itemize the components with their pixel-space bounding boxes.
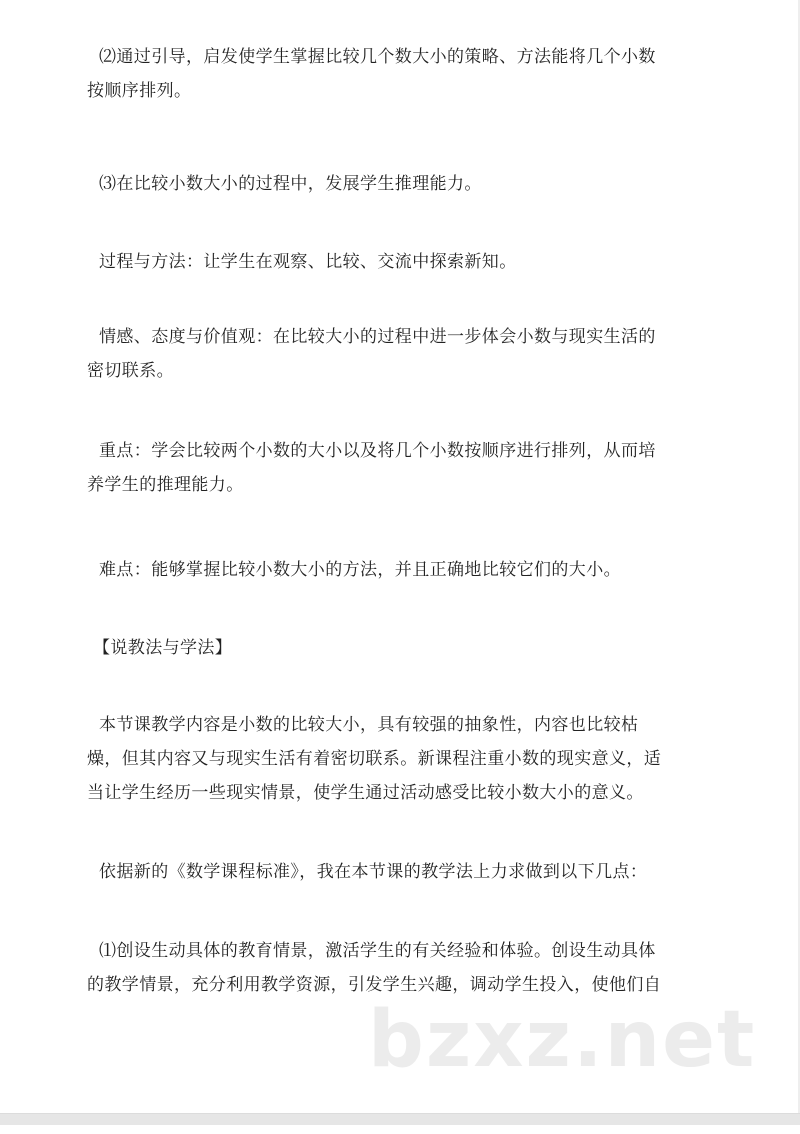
page-separator xyxy=(0,1113,800,1125)
paragraph-curriculum-standard xyxy=(87,855,717,889)
paragraph-key-point xyxy=(87,434,717,502)
text-line: 按顺序排列。 xyxy=(87,81,192,101)
text-line: ⑵通过引导，启发使学生掌握比较几个数大小的策略、方法能将几个小数 xyxy=(99,47,656,67)
watermark: bzxz.net xyxy=(368,995,757,1085)
paragraph-objective-3 xyxy=(87,167,717,201)
text-line: 密切联系。 xyxy=(87,361,174,381)
paragraph-difficulty xyxy=(87,553,717,587)
text-line: 难点：能够掌握比较小数大小的方法，并且正确地比较它们的大小。 xyxy=(99,560,621,580)
text-line: 【说教法与学法】 xyxy=(93,638,233,658)
text-line: ⑶在比较小数大小的过程中，发展学生推理能力。 xyxy=(99,174,482,194)
paragraph-emotion-values xyxy=(87,320,717,388)
paragraph-method-1 xyxy=(87,934,717,1002)
paragraph-objective-2 xyxy=(87,40,717,108)
paragraph-process-method xyxy=(87,245,717,279)
section-heading xyxy=(87,631,717,665)
paragraph-teaching-content xyxy=(87,708,717,810)
text-line: ⑴创设生动具体的教育情景，激活学生的有关经验和体验。创设生动具体 xyxy=(99,941,656,961)
text-line: 本节课教学内容是小数的比较大小，具有较强的抽象性，内容也比较枯 xyxy=(99,715,639,735)
text-line: 的教学情景，充分利用教学资源，引发学生兴趣，调动学生投入，使他们自 xyxy=(87,975,662,995)
text-line: 养学生的推理能力。 xyxy=(87,475,244,495)
text-line: 过程与方法：让学生在观察、比较、交流中探索新知。 xyxy=(99,252,517,272)
text-line: 重点：学会比较两个小数的大小以及将几个小数按顺序进行排列，从而培 xyxy=(99,441,656,461)
text-line: 依据新的《数学课程标准》，我在本节课的教学法上力求做到以下几点： xyxy=(99,862,648,882)
text-line: 当让学生经历一些现实情景，使学生通过活动感受比较小数大小的意义。 xyxy=(87,783,644,803)
text-line: 燥，但其内容又与现实生活有着密切联系。新课程注重小数的现实意义，适 xyxy=(87,749,662,769)
text-line: 情感、态度与价值观：在比较大小的过程中进一步体会小数与现实生活的 xyxy=(99,327,656,347)
